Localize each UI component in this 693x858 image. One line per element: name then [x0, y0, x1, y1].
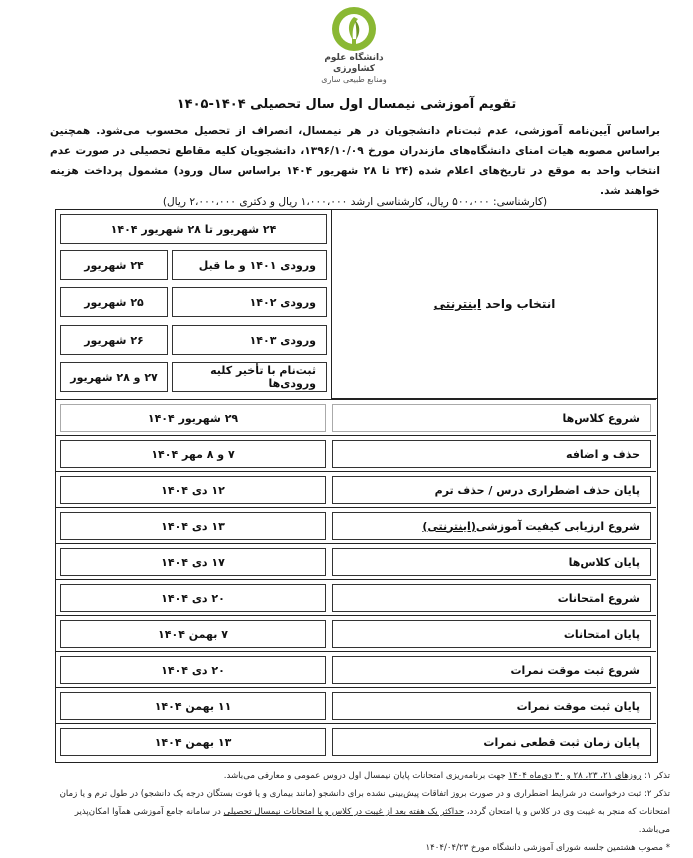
registration-group-date: ۲۶ شهریور — [60, 325, 168, 355]
table-row — [56, 507, 656, 543]
registration-group-date: ۲۴ شهریور — [60, 250, 168, 280]
registration-group-name: ورودی ۱۴۰۲ — [172, 287, 327, 317]
registration-group-date: ۲۵ شهریور — [60, 287, 168, 317]
table-row — [56, 471, 656, 507]
event-date: ۱۱ بهمن ۱۴۰۴ — [60, 692, 326, 720]
event-date: ۲۰ دی ۱۴۰۴ — [60, 584, 326, 612]
registration-group-date: ۲۷ و ۲۸ شهریور — [60, 362, 168, 392]
event-date: ۱۲ دی ۱۴۰۴ — [60, 476, 326, 504]
event-date: ۱۳ بهمن ۱۴۰۴ — [60, 728, 326, 756]
event-label: پایان حذف اضطراری درس / حذف ترم — [332, 476, 651, 504]
event-label: حذف و اضافه — [332, 440, 651, 468]
table-row — [56, 543, 656, 579]
intro-paragraph: براساس آیین‌نامه آموزشی، عدم ثبت‌نام دانشجویان در هر نیمسال، انصراف از تحصیل محسوب می‌شود. همچنین براساس مصوبه هیات امنای دانشگاه‌های مازندران مورخ ۱۳۹۶/۱۰/۰۹، دانشجویان کلیه مقاطع تحصیلی در صورت عدم انتخاب واحد به موقع در تاریخ‌های اعلام شده (۲۴ تا ۲۸ شهریور ۱۴۰۴ براساس سال ورود) مشمول پرداخت هزینه خواهند شد. — [50, 125, 660, 197]
registration-label: انتخاب واحد اینترنتی — [433, 297, 556, 311]
table-row — [56, 723, 656, 759]
event-date: ۱۷ دی ۱۴۰۴ — [60, 548, 326, 576]
event-label: پایان زمان ثبت قطعی نمرات — [332, 728, 651, 756]
registration-overall-dates: ۲۴ شهریور تا ۲۸ شهریور ۱۴۰۴ — [60, 214, 327, 244]
registration-label-cell — [331, 210, 657, 399]
notes-section — [48, 767, 670, 857]
note-2: تذکر ۲: ثبت درخواست در شرایط اضطراری و در صورت بروز اتفاقات پیش‌بینی نشده برای دانشجو (مانند بیماری و یا فوت بستگان درجه یک دانشجو) در طول ترم و یا زمان امتحانات که منجر به غیبت وی در کلاس و یا امتحان گردد، حداکثر یک هفته بعد از غیبت در کلاس و یا امتحانات نیمسال تحصیلی در سامانه جامع آموزشی همآوا امکان‌پذیر می‌باشد. — [59, 789, 670, 835]
table-row — [56, 687, 656, 723]
table-row — [56, 435, 656, 471]
fee-note: (کارشناسی: ۵۰۰،۰۰۰ ریال، کارشناسی ارشد ۱،۰۰۰،۰۰۰ ریال و دکتری ۲،۰۰۰،۰۰۰ ریال) — [162, 196, 548, 208]
table-row — [56, 615, 656, 651]
event-date: ۷ و ۸ مهر ۱۴۰۴ — [60, 440, 326, 468]
event-date: ۲۹ شهریور ۱۴۰۴ — [60, 404, 326, 432]
event-label: شروع امتحانات — [332, 584, 651, 612]
university-logo — [315, 6, 393, 86]
table-row — [56, 399, 656, 435]
event-label: پایان کلاس‌ها — [332, 548, 651, 576]
event-label: شروع کلاس‌ها — [332, 404, 651, 432]
approval-note: * مصوب هشتمین جلسه شورای آموزشی دانشگاه مورخ ۱۴۰۴/۰۴/۲۳ — [425, 843, 670, 853]
table-row — [56, 579, 656, 615]
event-label: شروع ثبت موقت نمرات — [332, 656, 651, 684]
logo-emblem-icon — [331, 6, 377, 52]
logo-line-1: دانشگاه علوم کشاورزی — [324, 53, 384, 74]
event-label: پایان امتحانات — [332, 620, 651, 648]
event-label: پایان ثبت موقت نمرات — [332, 692, 651, 720]
event-date: ۱۳ دی ۱۴۰۴ — [60, 512, 326, 540]
event-date: ۷ بهمن ۱۴۰۴ — [60, 620, 326, 648]
page-title: تقویم آموزشی نیمسال اول سال تحصیلی ۱۴۰۴-۱۴۰۵ — [176, 97, 517, 112]
registration-group-name: ورودی ۱۴۰۳ — [172, 325, 327, 355]
event-label: شروع ارزیابی کیفیت آموزشی (اینترنتی) — [332, 512, 651, 540]
event-date: ۲۰ دی ۱۴۰۴ — [60, 656, 326, 684]
table-row — [56, 651, 656, 687]
registration-group-name: ورودی ۱۴۰۱ و ما قبل — [172, 250, 327, 280]
calendar-table — [55, 209, 658, 763]
note-1: تذکر ۱: روزهای ۲۱، ۲۳، ۲۸ و ۳۰ دی‌ماه ۱۴۰۴ جهت برنامه‌ریزی امتحانات پایان نیمسال اول دروس عمومی و معارفی می‌باشد. — [223, 771, 670, 781]
logo-line-2: ومنابع طبیعی ساری — [321, 75, 387, 84]
registration-group-name: ثبت‌نام با تأخیر کلیه ورودی‌ها — [172, 362, 327, 392]
